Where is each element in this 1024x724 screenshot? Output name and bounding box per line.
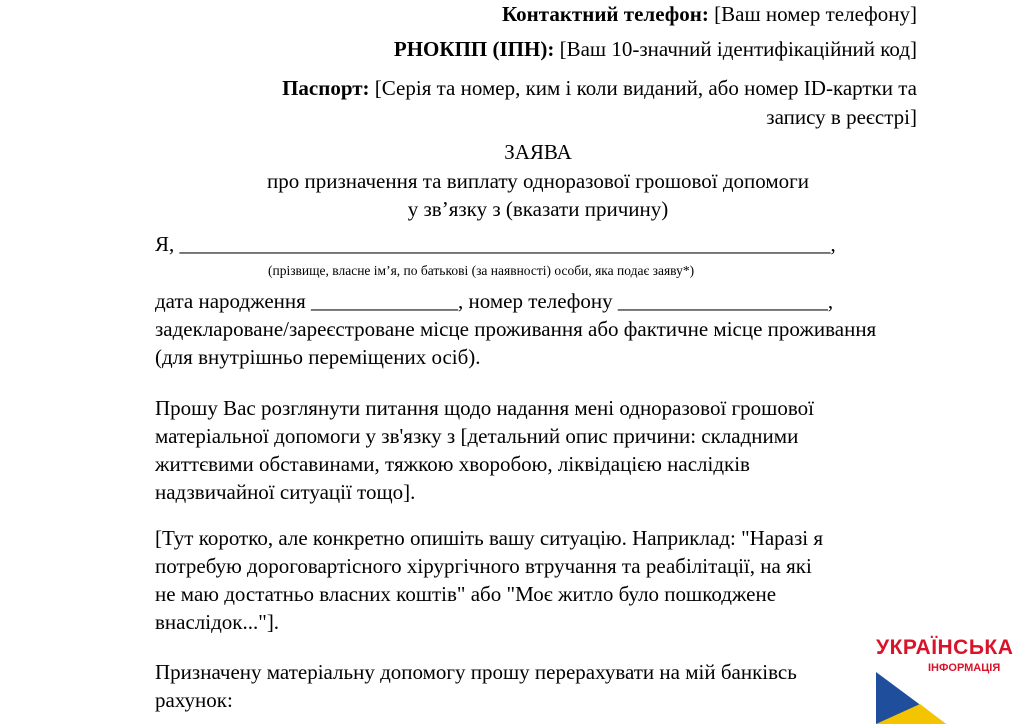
rnokpp-line	[394, 35, 917, 64]
situation-line-1: [Тут коротко, але конкретно опишіть вашу ситуацію. Наприклад: "Наразі я	[155, 526, 824, 550]
document-subtitle-1: про призначення та виплату одноразової грошової допомоги	[266, 169, 810, 193]
phone-label: Контактний телефон:	[501, 2, 709, 26]
passport-line	[282, 74, 917, 103]
request-line-4: надзвичайної ситуації тощо].	[155, 480, 416, 504]
payment-line-2: рахунок:	[155, 688, 233, 712]
situation-line-2: потребую дороговартісного хірургічного втручання та реабілітації, на які	[155, 554, 812, 578]
payment-line-1: Призначену матеріальну допомогу прошу перерахувати на мій банківсь	[155, 660, 797, 684]
situation-line-3: не маю достатньо власних коштів" або "Моє житло було пошкоджене	[155, 582, 777, 606]
phone-value: [Ваш номер телефону]	[714, 2, 917, 26]
details-line-3: (для внутрішньо переміщених осіб).	[155, 345, 481, 369]
logo-sub-text: ІНФОРМАЦІЯ	[928, 662, 1001, 674]
ukrainian-information-logo	[876, 632, 1024, 724]
logo-main-text: УКРАЇНСЬКА	[876, 636, 1014, 659]
request-line-2: матеріальної допомоги у зв'язку з [детальний опис причини: складними	[155, 424, 799, 448]
contact-phone-line	[502, 0, 917, 29]
details-line-2: задекларoване/зареєстроване місце проживання або фактичне місце проживання	[155, 317, 877, 341]
applicant-name-line: Я, ______________________________________________________________,	[155, 232, 836, 256]
request-line-1: Прошу Вас розглянути питання щодо надання мені одноразової грошової	[155, 396, 814, 420]
details-line-1: дата народження ______________, номер телефону ____________________,	[155, 289, 834, 313]
situation-line-4: внаслідок..."].	[155, 610, 280, 634]
rnokpp-value: [Ваш 10-значний ідентифікаційний код]	[559, 37, 917, 61]
passport-label: Паспорт:	[282, 76, 370, 100]
passport-value: [Серія та номер, ким і коли виданий, або номер ID-картки та	[374, 76, 917, 100]
document-title: ЗАЯВА	[504, 140, 572, 164]
rnokpp-label: РНОКПП (ІПН):	[393, 37, 555, 61]
passport-line-2: запису в реєстрі]	[766, 105, 917, 129]
applicant-name-caption: (прізвище, власне ім’я, по батькові (за наявності) особи, яка подає заяву*)	[268, 263, 695, 278]
request-line-3: життєвими обставинами, тяжкою хворобою, ліквідацією наслідків	[155, 452, 750, 476]
document-subtitle-2: у зв’язку з (вказати причину)	[407, 197, 669, 221]
